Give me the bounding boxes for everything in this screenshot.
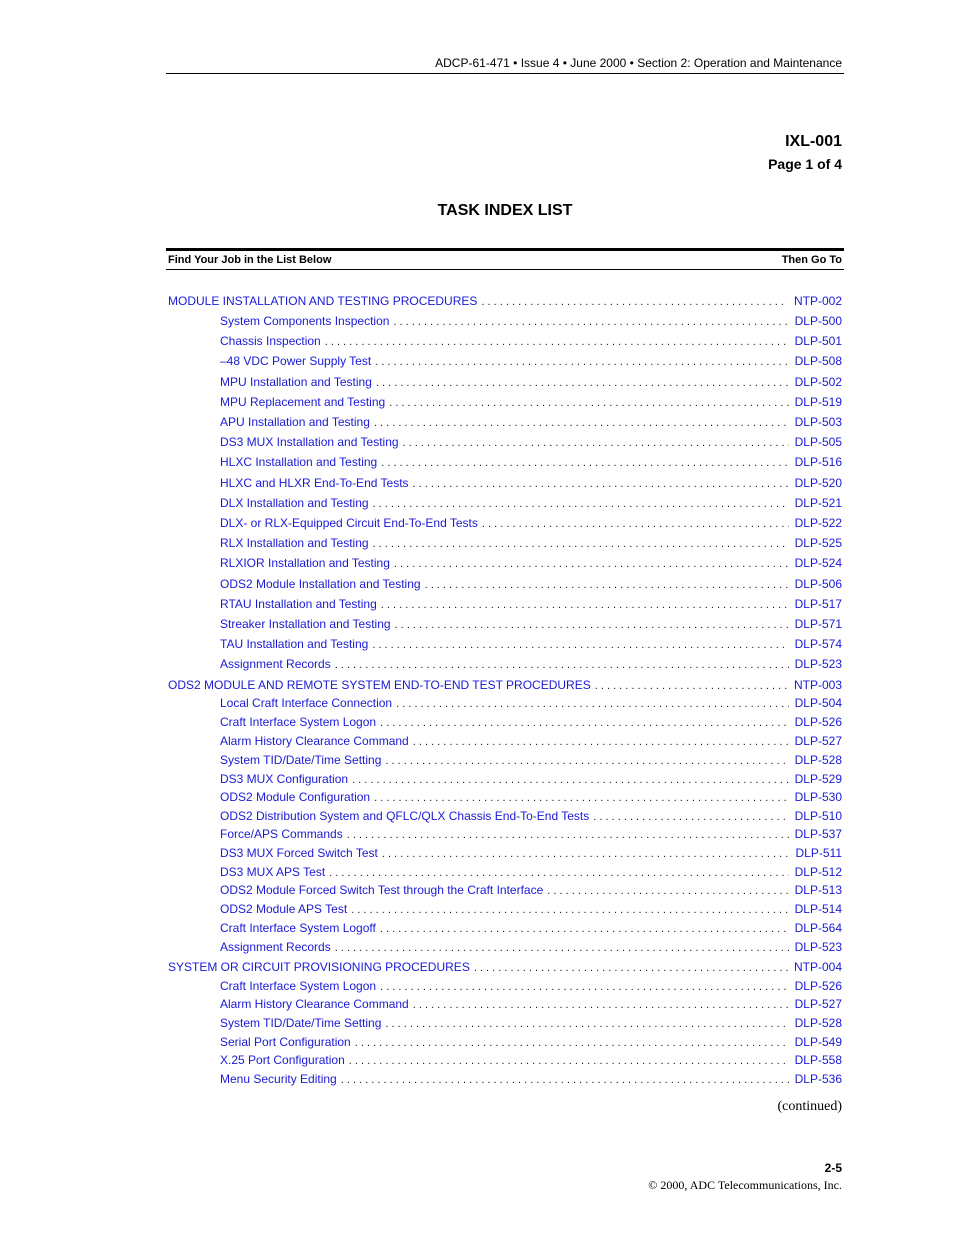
task-entry[interactable]: [220, 844, 842, 862]
entry-reference: DLP-503: [794, 415, 842, 429]
task-entry[interactable]: [220, 919, 842, 937]
entry-title: DS3 MUX Forced Switch Test: [220, 846, 378, 860]
entry-title: APU Installation and Testing: [220, 415, 370, 429]
task-entry[interactable]: [220, 825, 842, 843]
entry-reference: DLP-517: [794, 597, 842, 611]
dot-leader: [381, 596, 789, 613]
entry-title: Assignment Records: [220, 940, 331, 954]
dot-leader: [376, 374, 789, 391]
entry-title: HLXC Installation and Testing: [220, 455, 378, 469]
entry-reference: DLP-526: [794, 979, 842, 993]
task-entry[interactable]: [220, 635, 842, 653]
entry-reference: NTP-002: [793, 294, 842, 308]
entry-title: Craft Interface System Logon: [220, 979, 377, 993]
task-entry[interactable]: [220, 1051, 842, 1069]
task-entry[interactable]: [220, 595, 842, 613]
entry-title: MODULE INSTALLATION AND TESTING PROCEDURES: [168, 294, 478, 308]
task-entry[interactable]: [220, 863, 842, 881]
entry-reference: DLP-525: [794, 536, 842, 550]
task-entry[interactable]: [220, 554, 842, 572]
dot-leader: [593, 808, 788, 825]
task-entry[interactable]: [220, 938, 842, 956]
task-entry[interactable]: [220, 433, 842, 451]
entry-title: Alarm History Clearance Command: [220, 997, 409, 1011]
entry-reference: DLP-524: [794, 556, 842, 570]
dot-leader: [341, 1071, 789, 1088]
entry-reference: DLP-564: [794, 921, 842, 935]
entry-reference: DLP-549: [794, 1035, 842, 1049]
task-entry[interactable]: [220, 1070, 842, 1088]
table-header-right: Then Go To: [781, 254, 842, 266]
entry-reference: DLP-523: [794, 657, 842, 671]
entry-reference: DLP-537: [794, 827, 842, 841]
task-entry[interactable]: [220, 713, 842, 731]
entry-title: Menu Security Editing: [220, 1072, 337, 1086]
entry-title: Force/APS Commands: [220, 827, 343, 841]
dot-leader: [325, 333, 789, 350]
task-entry[interactable]: [220, 514, 842, 532]
dot-leader: [403, 434, 789, 451]
entry-title: Local Craft Interface Connection: [220, 696, 393, 710]
entry-title: ODS2 MODULE AND REMOTE SYSTEM END-TO-END TEST PROCEDURES: [168, 678, 591, 692]
task-entry[interactable]: [220, 474, 842, 492]
entry-title: ODS2 Distribution System and QFLC/QLX Chassis End-To-End Tests: [220, 809, 590, 823]
entry-reference: DLP-519: [794, 395, 842, 409]
entry-reference: DLP-574: [794, 637, 842, 651]
entry-reference: DLP-505: [794, 435, 842, 449]
dot-leader: [380, 714, 789, 731]
entry-title: DS3 MUX Installation and Testing: [220, 435, 399, 449]
dot-leader: [413, 733, 789, 750]
entry-title: Serial Port Configuration: [220, 1035, 351, 1049]
dot-leader: [396, 695, 789, 712]
dot-leader: [329, 864, 788, 881]
dot-leader: [374, 414, 789, 431]
procedure-entry[interactable]: [168, 676, 842, 694]
task-entry[interactable]: [220, 788, 842, 806]
entry-title: X.25 Port Configuration: [220, 1053, 345, 1067]
dot-leader: [395, 616, 789, 633]
entry-reference: DLP-527: [794, 734, 842, 748]
entry-title: Alarm History Clearance Command: [220, 734, 409, 748]
entry-reference: DLP-500: [794, 314, 842, 328]
dot-leader: [547, 882, 788, 899]
task-entry[interactable]: [220, 534, 842, 552]
dot-leader: [349, 1052, 789, 1069]
entry-reference: DLP-521: [794, 496, 842, 510]
dot-leader: [595, 677, 788, 694]
task-entry[interactable]: [220, 413, 842, 431]
entry-reference: DLP-523: [794, 940, 842, 954]
entry-title: DS3 MUX APS Test: [220, 865, 326, 879]
task-entry[interactable]: [220, 312, 842, 330]
entry-title: MPU Replacement and Testing: [220, 395, 386, 409]
entry-reference: DLP-512: [794, 865, 842, 879]
procedure-entry[interactable]: [168, 958, 842, 976]
dot-leader: [347, 826, 789, 843]
dot-leader: [482, 515, 789, 532]
entry-title: Streaker Installation and Testing: [220, 617, 391, 631]
entry-title: ODS2 Module Configuration: [220, 790, 371, 804]
task-entry[interactable]: [220, 732, 842, 750]
entry-title: RLXIOR Installation and Testing: [220, 556, 390, 570]
entry-title: HLXC and HLXR End-To-End Tests: [220, 476, 409, 490]
entry-title: Craft Interface System Logon: [220, 715, 377, 729]
entry-title: DS3 MUX Configuration: [220, 772, 349, 786]
entry-reference: DLP-511: [795, 846, 842, 860]
task-entry[interactable]: [220, 655, 842, 673]
entry-title: ODS2 Module Installation and Testing: [220, 577, 421, 591]
entry-title: DLX Installation and Testing: [220, 496, 369, 510]
entry-title: TAU Installation and Testing: [220, 637, 369, 651]
task-entry[interactable]: [220, 393, 842, 411]
entry-reference: DLP-528: [794, 1016, 842, 1030]
task-entry[interactable]: [220, 770, 842, 788]
entry-reference: DLP-520: [794, 476, 842, 490]
dot-leader: [474, 959, 788, 976]
task-entry[interactable]: [220, 995, 842, 1013]
task-entry[interactable]: [220, 494, 842, 512]
task-entry[interactable]: [220, 807, 842, 825]
entry-title: System TID/Date/Time Setting: [220, 753, 382, 767]
task-entry[interactable]: [220, 332, 842, 350]
entry-reference: DLP-502: [794, 375, 842, 389]
dot-leader: [380, 978, 789, 995]
task-entry[interactable]: [220, 615, 842, 633]
entry-title: System TID/Date/Time Setting: [220, 1016, 382, 1030]
entry-reference: DLP-514: [794, 902, 842, 916]
page-count: Page 1 of 4: [768, 156, 842, 172]
entry-reference: DLP-506: [794, 577, 842, 591]
task-entry[interactable]: [220, 453, 842, 471]
procedure-entry[interactable]: [168, 292, 842, 310]
entry-reference: DLP-501: [794, 334, 842, 348]
dot-leader: [381, 454, 788, 471]
dot-leader: [382, 845, 790, 862]
entry-reference: DLP-530: [794, 790, 842, 804]
dot-leader: [374, 789, 789, 806]
dot-leader: [373, 495, 789, 512]
task-entry[interactable]: [220, 751, 842, 769]
entry-title: MPU Installation and Testing: [220, 375, 372, 389]
dot-leader: [425, 576, 789, 593]
entry-reference: DLP-510: [794, 809, 842, 823]
entry-reference: DLP-529: [794, 772, 842, 786]
entry-reference: DLP-571: [794, 617, 842, 631]
task-entry[interactable]: [220, 352, 842, 370]
entry-title: Craft Interface System Logoff: [220, 921, 376, 935]
copyright: © 2000, ADC Telecommunications, Inc.: [648, 1178, 842, 1192]
page-number: 2-5: [824, 1161, 842, 1175]
dot-leader: [352, 771, 789, 788]
running-header: ADCP-61-471 • Issue 4 • June 2000 • Section 2: Operation and Maintenance: [435, 56, 842, 70]
entry-title: –48 VDC Power Supply Test: [220, 354, 372, 368]
dot-leader: [413, 996, 789, 1013]
task-entry[interactable]: [220, 977, 842, 995]
dot-leader: [481, 293, 788, 310]
entry-reference: DLP-558: [794, 1053, 842, 1067]
entry-title: SYSTEM OR CIRCUIT PROVISIONING PROCEDURES: [168, 960, 470, 974]
continued-note: (continued): [777, 1099, 842, 1114]
dot-leader: [373, 535, 789, 552]
entry-title: DLX- or RLX-Equipped Circuit End-To-End Tests: [220, 516, 478, 530]
entry-title: ODS2 Module Forced Switch Test through the Craft Interface: [220, 883, 544, 897]
dot-leader: [375, 353, 788, 370]
dot-leader: [335, 939, 789, 956]
dot-leader: [355, 1034, 789, 1051]
task-entry[interactable]: [220, 881, 842, 899]
entry-title: System Components Inspection: [220, 314, 390, 328]
entry-title: Assignment Records: [220, 657, 331, 671]
task-entry[interactable]: [220, 900, 842, 918]
table-header-left: Find Your Job in the List Below: [168, 254, 332, 266]
task-entry[interactable]: [220, 1033, 842, 1051]
entry-reference: DLP-526: [794, 715, 842, 729]
task-entry[interactable]: [220, 1014, 842, 1032]
entry-reference: DLP-516: [794, 455, 842, 469]
task-entry[interactable]: [220, 373, 842, 391]
dot-leader: [389, 394, 788, 411]
dot-leader: [385, 1015, 788, 1032]
task-entry[interactable]: [220, 694, 842, 712]
entry-title: Chassis Inspection: [220, 334, 321, 348]
dot-leader: [335, 656, 789, 673]
dot-leader: [372, 636, 788, 653]
task-entry[interactable]: [220, 575, 842, 593]
entry-reference: NTP-003: [793, 678, 842, 692]
entry-reference: DLP-536: [794, 1072, 842, 1086]
entry-reference: NTP-004: [793, 960, 842, 974]
entry-reference: DLP-504: [794, 696, 842, 710]
entry-title: RLX Installation and Testing: [220, 536, 369, 550]
dot-leader: [413, 475, 789, 492]
dot-leader: [380, 920, 789, 937]
document-id: IXL-001: [785, 133, 842, 150]
dot-leader: [393, 313, 788, 330]
entry-reference: DLP-528: [794, 753, 842, 767]
entry-reference: DLP-522: [794, 516, 842, 530]
entry-reference: DLP-508: [794, 354, 842, 368]
entry-reference: DLP-513: [794, 883, 842, 897]
entry-title: ODS2 Module APS Test: [220, 902, 348, 916]
dot-leader: [351, 901, 788, 918]
page-title: TASK INDEX LIST: [437, 202, 573, 219]
dot-leader: [394, 555, 789, 572]
entry-title: RTAU Installation and Testing: [220, 597, 377, 611]
entry-reference: DLP-527: [794, 997, 842, 1011]
dot-leader: [385, 752, 788, 769]
